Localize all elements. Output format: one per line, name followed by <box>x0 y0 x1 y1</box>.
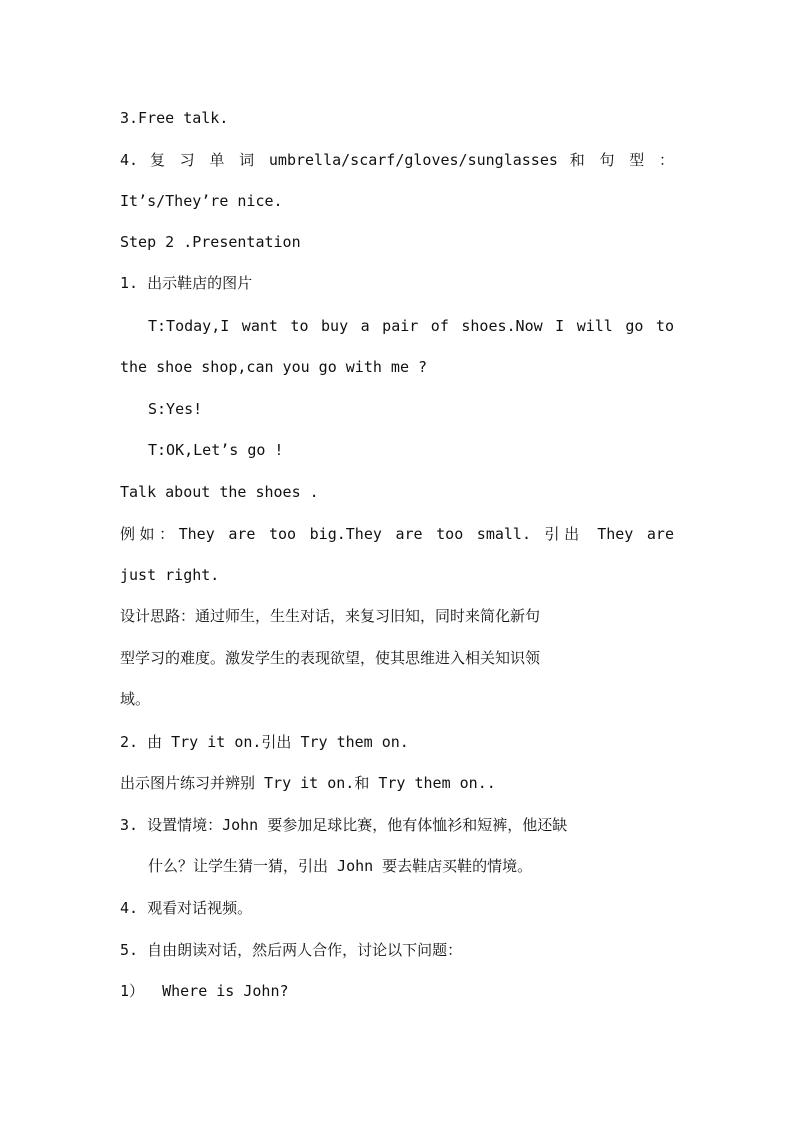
text-line-review-words: 4. 复 习 单 词 umbrella/scarf/gloves/sunglasses 和 句 型 ： <box>120 151 674 169</box>
text-line-set-scene: 3. 设置情境：John 要参加足球比赛，他有体恤衫和短裤，他还缺 <box>120 816 568 834</box>
text-line-teacher-today: T:Today,I want to buy a pair of shoes.Now I will go to <box>148 317 674 335</box>
text-line-show-picture: 1. 出示鞋店的图片 <box>120 274 253 292</box>
text-line-watch-video: 4. 观看对话视频。 <box>120 899 253 917</box>
text-line-read-dialogue: 5. 自由朗读对话，然后两人合作，讨论以下问题： <box>120 941 463 959</box>
text-line-show-pictures-practice: 出示图片练习并辨别 Try it on.和 Try them on.. <box>120 774 496 792</box>
text-line-free-talk: 3.Free talk. <box>120 109 229 127</box>
text-line-student-yes: S:Yes! <box>148 400 203 418</box>
text-line-teacher-lets-go: T:OK,Let’s go ! <box>148 441 284 459</box>
text-line-guess: 什么？让学生猜一猜，引出 John 要去鞋店买鞋的情境。 <box>148 857 533 875</box>
text-line-just-right: just right. <box>120 566 220 584</box>
text-line-try-it-on: 2. 由 Try it on.引出 Try them on. <box>120 733 409 751</box>
text-line-shoe-shop: the shoe shop,can you go with me ? <box>120 358 428 376</box>
text-line-example: 例如：They are too big.They are too small. 引出 They are <box>120 525 674 543</box>
text-line-design-idea-2: 型学习的难度。激发学生的表现欲望，使其思维进入相关知识领 <box>120 649 541 667</box>
text-line-step-2: Step 2 .Presentation <box>120 233 301 251</box>
text-line-talk-about-shoes: Talk about the shoes . <box>120 483 319 501</box>
text-line-question-1: 1） Where is John? <box>120 982 289 1000</box>
text-line-design-idea-1: 设计思路：通过师生，生生对话，来复习旧知，同时来简化新句 <box>120 607 541 625</box>
text-line-sentence-pattern: It’s/They’re nice. <box>120 192 283 210</box>
text-line-design-idea-3: 域。 <box>120 690 151 708</box>
